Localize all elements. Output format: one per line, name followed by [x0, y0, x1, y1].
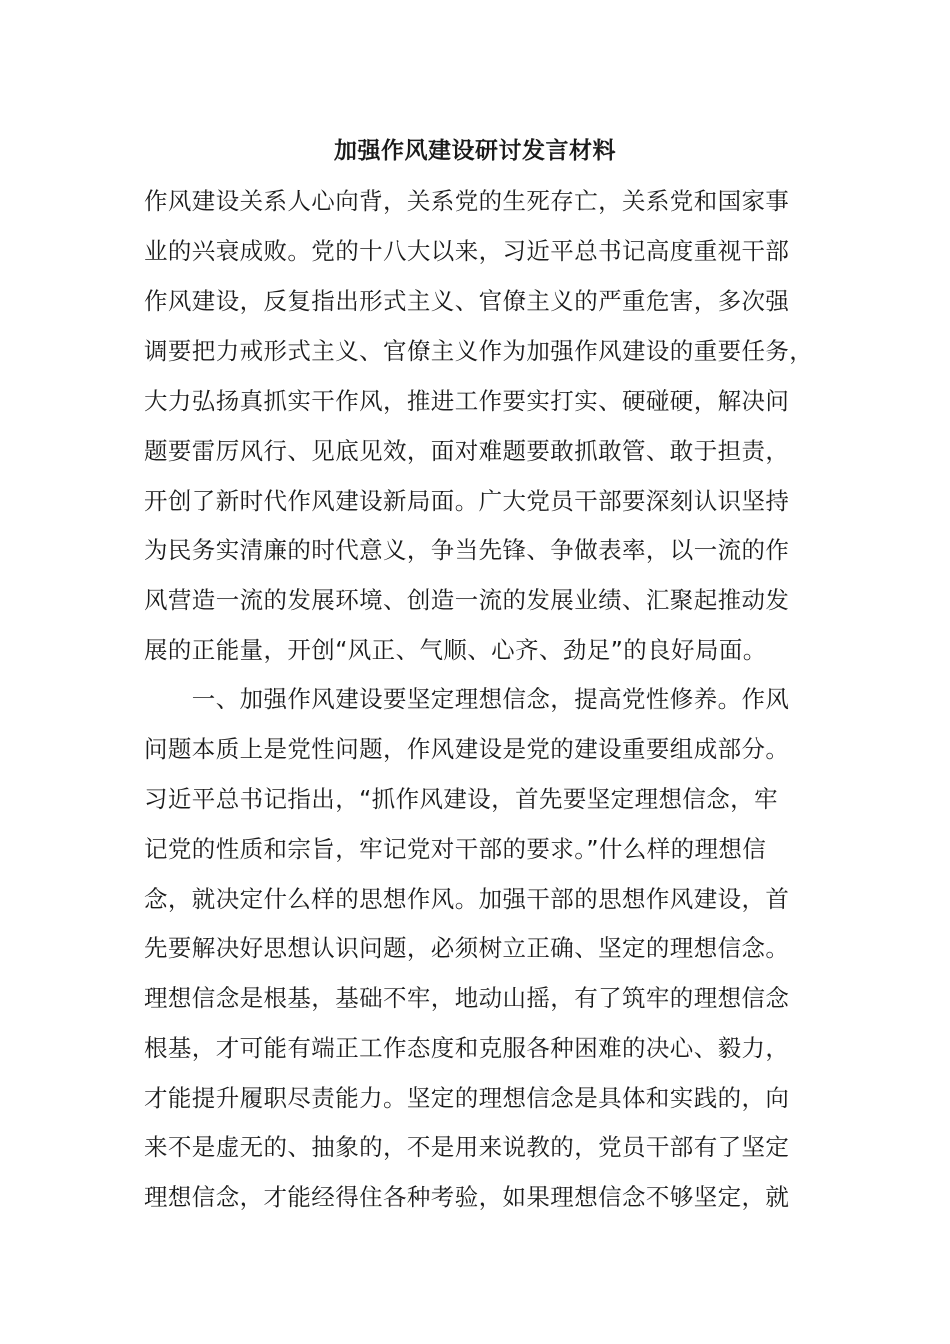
- body-line: 作风建设，反复指出形式主义、官僚主义的严重危害，多次强: [144, 287, 790, 315]
- body-line: 展的正能量，开创“风正、气顺、心齐、劲足”的良好局面。: [144, 636, 767, 664]
- body-line: 开创了新时代作风建设新局面。广大党员干部要深刻认识坚持: [144, 487, 790, 515]
- body-line: 为民务实清廉的时代意义，争当先锋、争做表率，以一流的作: [144, 536, 790, 564]
- body-line: 问题本质上是党性问题，作风建设是党的建设重要组成部分。: [144, 735, 790, 763]
- body-line: 习近平总书记指出，“抓作风建设，首先要坚定理想信念，牢: [144, 785, 778, 813]
- body-line: 念，就决定什么样的思想作风。加强干部的思想作风建设，首: [144, 885, 790, 913]
- body-line: 来不是虚无的、抽象的，不是用来说教的，党员干部有了坚定: [144, 1133, 790, 1161]
- document-title: 加强作风建设研讨发言材料: [334, 138, 616, 164]
- section-heading-line: 一、加强作风建设要坚定理想信念，提高党性修养。作风: [144, 685, 790, 713]
- body-line: 记党的性质和宗旨，牢记党对干部的要求。”什么样的理想信: [144, 835, 767, 863]
- body-line: 大力弘扬真抓实干作风，推进工作要实打实、硬碰硬，解决问: [144, 387, 790, 415]
- body-line: 题要雷厉风行、见底见效，面对难题要敢抓敢管、敢于担责，: [144, 437, 790, 465]
- body-line: 风营造一流的发展环境、创造一流的发展业绩、汇聚起推动发: [144, 586, 790, 614]
- body-line: 理想信念是根基，基础不牢，地动山摇，有了筑牢的理想信念: [144, 984, 790, 1012]
- body-line: 调要把力戒形式主义、官僚主义作为加强作风建设的重要任务，: [144, 337, 814, 365]
- body-line: 先要解决好思想认识问题，必须树立正确、坚定的理想信念。: [144, 934, 790, 962]
- body-line: 业的兴衰成败。党的十八大以来，习近平总书记高度重视干部: [144, 237, 790, 265]
- body-line: 根基，才可能有端正工作态度和克服各种困难的决心、毅力，: [144, 1034, 790, 1062]
- body-line: 才能提升履职尽责能力。坚定的理想信念是具体和实践的，向: [144, 1084, 790, 1112]
- body-line: 作风建设关系人心向背，关系党的生死存亡，关系党和国家事: [144, 187, 790, 215]
- body-line: 理想信念，才能经得住各种考验，如果理想信念不够坚定，就: [144, 1183, 790, 1211]
